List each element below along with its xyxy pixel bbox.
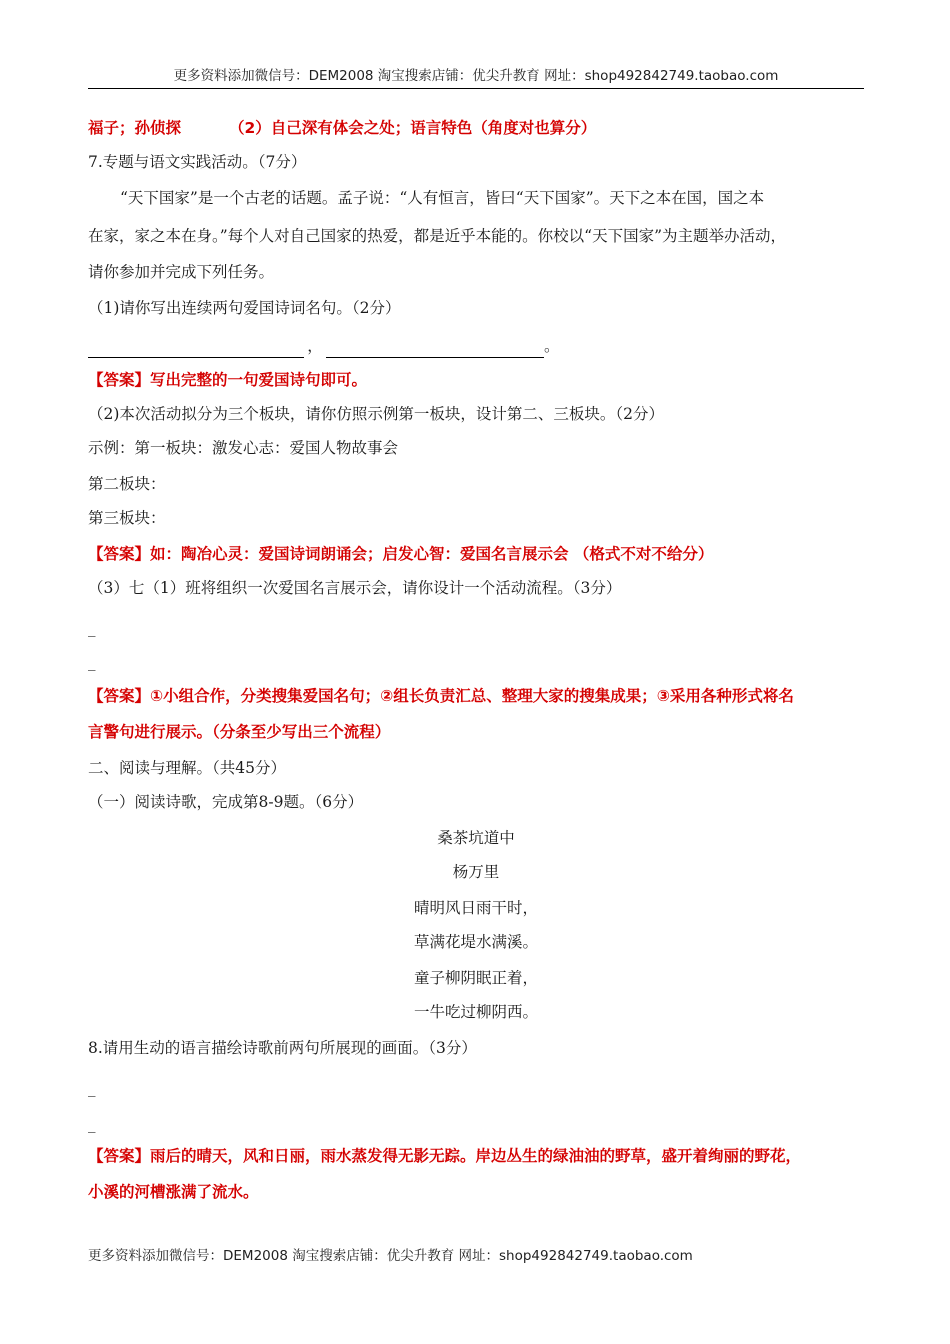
q8-answer-line1: 【答案】雨后的晴天，风和日丽，雨水蒸发得无影无踪。岸边丛生的绿油油的野草，盛开着绚丽的野花，: [88, 1147, 802, 1165]
q7-answer2: 【答案】如：陶冶心灵：爱国诗词朗诵会；启发心智：爱国名言展示会 （格式不对不给分）: [88, 545, 714, 563]
q7-block3: 第三板块：: [88, 509, 166, 527]
top-answer-part2: （2）自己深有体会之处；语言特色（角度对也算分）: [229, 119, 597, 137]
section2-title: 二、阅读与理解。（共45分）: [88, 759, 286, 777]
poem-title: 桑茶坑道中: [437, 829, 515, 847]
top-answer-part1: 福子；孙侦探: [88, 119, 182, 137]
poem-line: 晴明风日雨干时，: [413, 899, 538, 917]
blank-comma: ，: [307, 337, 323, 355]
answer-line-dash: _: [88, 1079, 96, 1097]
poem-author: 杨万里: [452, 863, 500, 881]
page-footer: 更多资料添加微信号：DEM2008 淘宝搜索店铺：优尖升教育 网址：shop492842749.taobao.com: [88, 1248, 693, 1264]
q7-sub1: （1)请你写出连续两句爱国诗词名句。（2分）: [88, 299, 401, 317]
q7-sub1-blanks: [88, 334, 864, 358]
q7-sub3: （3）七（1）班将组织一次爱国名言展示会，请你设计一个活动流程。（3分）: [88, 579, 622, 597]
header-divider: [88, 88, 864, 89]
answer-line-dash: _: [88, 653, 96, 671]
section2-subtitle: （一）阅读诗歌，完成第8-9题。（6分）: [88, 793, 364, 811]
q7-answer3-line2: 言警句进行展示。（分条至少写出三个流程）: [88, 723, 391, 741]
q7-intro-line2: 在家，家之本在身。”每个人对自己国家的热爱，都是近乎本能的。你校以“天下国家”为主题举办活动，: [88, 227, 787, 245]
top-answer: [88, 116, 864, 140]
q8-answer-line2: 小溪的河槽涨满了流水。: [88, 1183, 259, 1201]
poem-line: 童子柳阴眠正着，: [413, 969, 538, 987]
answer-blank-1[interactable]: [88, 339, 304, 358]
answer-line-dash: _: [88, 1115, 96, 1133]
q7-intro-line1: “天下国家”是一个古老的话题。孟子说：“人有恒言，皆曰“天下国家”。天下之本在国，国之本: [120, 189, 765, 207]
answer-line-dash: _: [88, 619, 96, 637]
q7-block2: 第二板块：: [88, 475, 166, 493]
poem-line: 一牛吃过柳阴西。: [413, 1003, 538, 1021]
page-header: 更多资料添加微信号：DEM2008 淘宝搜索店铺：优尖升教育 网址：shop492842749.taobao.com: [173, 68, 779, 84]
q7-sub2: （2)本次活动拟分为三个板块，请你仿照示例第一板块，设计第二、三板块。（2分）: [88, 405, 665, 423]
q7-answer3-line1: 【答案】①小组合作，分类搜集爱国名句；②组长负责汇总、整理大家的搜集成果；③采用各种形式将名: [88, 687, 794, 705]
q7-intro-line3: 请你参加并完成下列任务。: [88, 263, 275, 281]
q8-title: 8.请用生动的语言描绘诗歌前两句所展现的画面。（3分）: [88, 1039, 477, 1057]
q7-answer1: 【答案】写出完整的一句爱国诗句即可。: [88, 371, 368, 389]
answer-blank-2[interactable]: [326, 339, 544, 358]
poem-line: 草满花堤水满溪。: [413, 933, 538, 951]
q7-example: 示例：第一板块：激发心志：爱国人物故事会: [88, 439, 399, 457]
q7-title: 7.专题与语文实践活动。（7分）: [88, 153, 307, 171]
blank-period: 。: [544, 337, 560, 355]
